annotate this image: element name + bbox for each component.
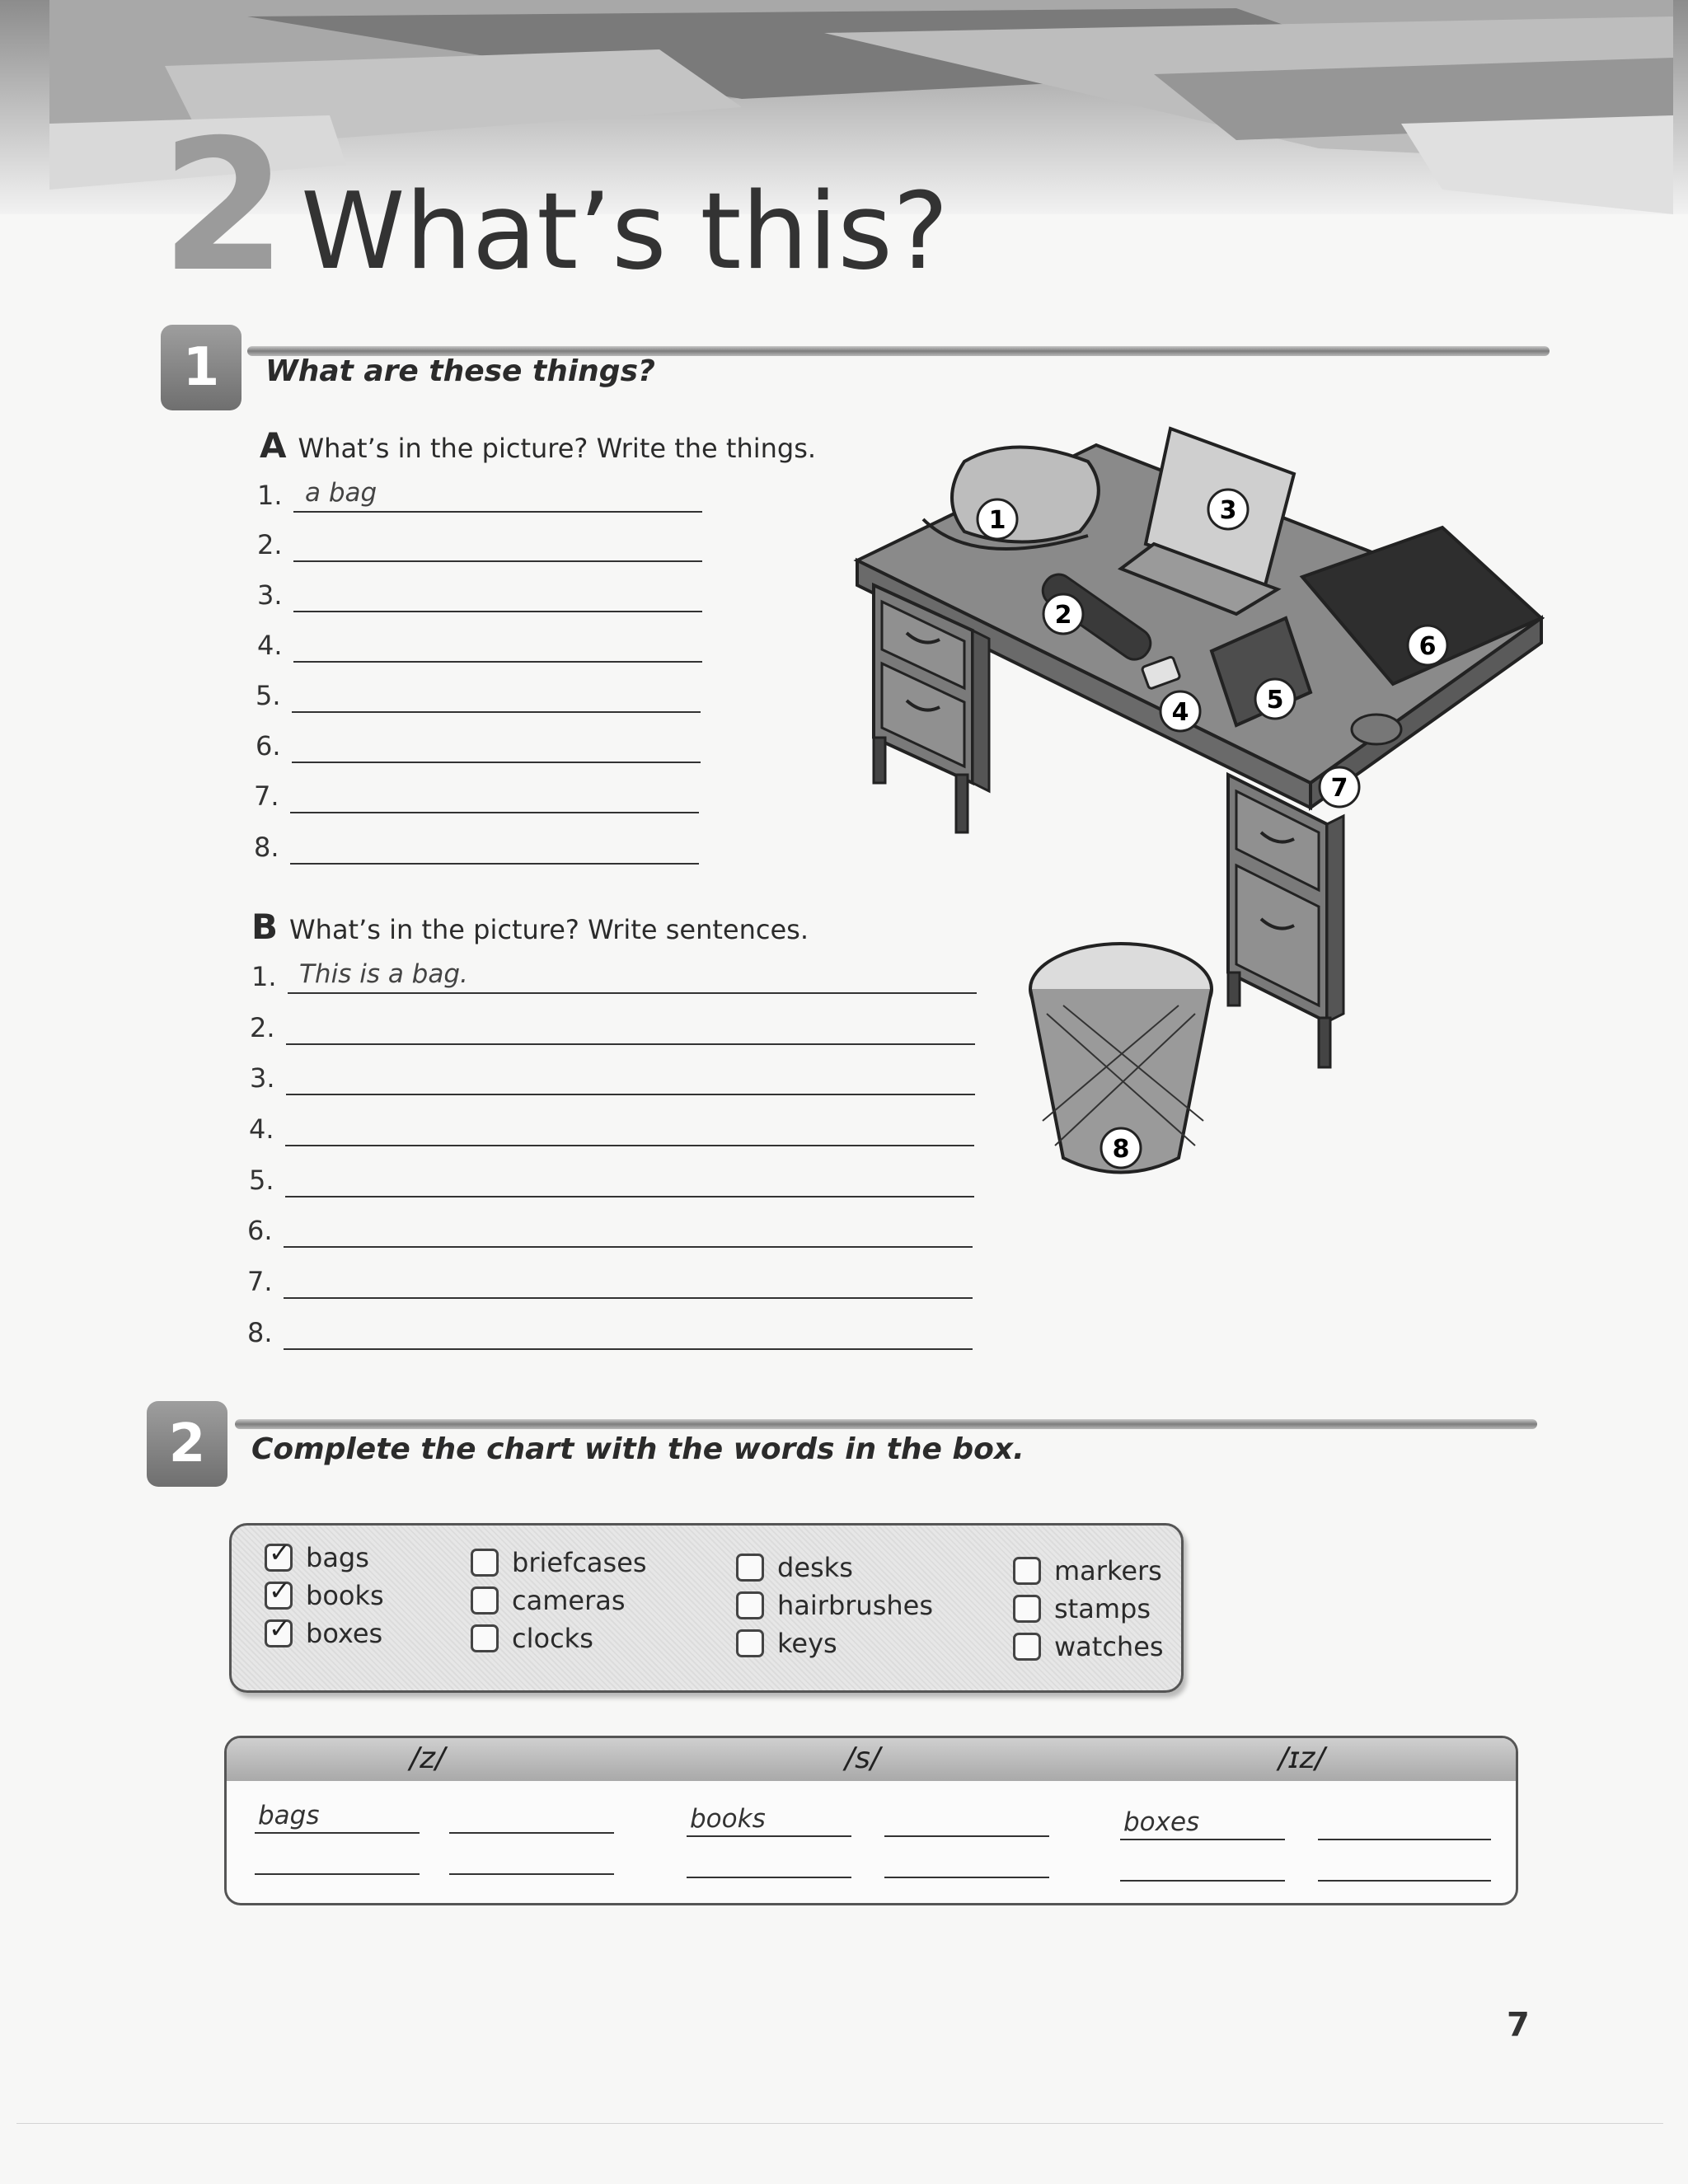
section-1-badge: 1 <box>161 325 241 410</box>
part-b-letter: B <box>251 907 279 947</box>
cell-line <box>449 1832 614 1834</box>
svg-text:3: 3 <box>1219 496 1237 525</box>
checkbox[interactable] <box>471 1549 499 1577</box>
desk-leg <box>874 738 885 783</box>
page-bottom-rule <box>16 2123 1663 2124</box>
chart-cell-iz-1[interactable] <box>1120 1807 1285 1840</box>
cell-answer: boxes <box>1123 1807 1200 1837</box>
header-s: /s/ <box>845 1741 881 1775</box>
part-a-instruction <box>260 425 816 466</box>
picture-label-7 <box>1320 767 1359 807</box>
cell-line <box>1120 1880 1285 1882</box>
cell-line <box>1318 1880 1491 1882</box>
chart-cell-z-2[interactable] <box>449 1801 614 1834</box>
header-iz: /ɪz/ <box>1278 1741 1325 1775</box>
answer-line <box>293 661 702 663</box>
chart-cell-iz-4[interactable] <box>1318 1849 1491 1882</box>
cell-answer: books <box>690 1804 766 1834</box>
checkbox[interactable] <box>265 1537 293 1572</box>
checkbox[interactable] <box>265 1613 293 1647</box>
chart-header <box>227 1738 1516 1781</box>
answer-line <box>290 863 699 865</box>
part-a-line-7[interactable] <box>254 776 699 818</box>
line-number: 8. <box>254 832 279 863</box>
check-icon: ✓ <box>269 1537 291 1568</box>
desk-leg <box>1319 1018 1330 1067</box>
chart-cell-iz-3[interactable] <box>1120 1849 1285 1882</box>
sound-chart <box>224 1736 1518 1905</box>
cell-line <box>255 1832 420 1834</box>
pedestal-side <box>1327 816 1343 1022</box>
section-2-badge: 2 <box>147 1401 227 1487</box>
answer-line <box>292 762 701 763</box>
picture-label-1 <box>978 499 1017 539</box>
part-a-line-8[interactable] <box>254 827 699 869</box>
word-box <box>229 1523 1184 1693</box>
word-label: desks <box>777 1552 853 1583</box>
cell-answer: bags <box>258 1801 320 1830</box>
desk-leg <box>956 775 968 832</box>
chart-cell-s-2[interactable] <box>884 1804 1049 1837</box>
part-a-line-6[interactable] <box>256 725 701 768</box>
part-a-line-3[interactable] <box>257 574 702 617</box>
part-b-line-7[interactable] <box>247 1261 973 1304</box>
line-number: 4. <box>249 1113 274 1145</box>
picture-label-3 <box>1208 490 1248 529</box>
word-label: keys <box>777 1628 837 1659</box>
checkbox[interactable] <box>736 1591 764 1619</box>
check-icon: ✓ <box>269 1575 291 1606</box>
line-number: 1. <box>251 961 277 992</box>
checkbox[interactable] <box>736 1554 764 1582</box>
word-label: cameras <box>512 1585 626 1616</box>
answer-line <box>284 1348 973 1350</box>
line-number: 6. <box>247 1215 273 1246</box>
section-1-title: What are these things? <box>265 354 655 388</box>
svg-text:7: 7 <box>1330 774 1348 803</box>
svg-text:5: 5 <box>1266 686 1284 715</box>
checkbox[interactable] <box>265 1575 293 1610</box>
part-b-text: What’s in the picture? Write sentences. <box>289 914 809 945</box>
line-number: 2. <box>250 1012 275 1043</box>
line-number: 3. <box>250 1062 275 1094</box>
cell-line <box>884 1877 1049 1878</box>
part-a-line-1[interactable] <box>257 475 702 518</box>
answer-line <box>293 611 702 612</box>
cell-line <box>884 1835 1049 1837</box>
header-z: /z/ <box>410 1741 446 1775</box>
svg-text:8: 8 <box>1112 1135 1130 1164</box>
part-a-line-2[interactable] <box>257 524 702 567</box>
word-label: books <box>306 1580 384 1611</box>
line-number: 4. <box>257 630 283 661</box>
word-label: clocks <box>512 1623 593 1654</box>
answer-line <box>292 711 701 713</box>
word-label: stamps <box>1054 1593 1151 1624</box>
word-label: hairbrushes <box>777 1590 933 1621</box>
desk-leg <box>1228 972 1240 1005</box>
chart-cell-z-3[interactable] <box>255 1842 420 1875</box>
word-label: briefcases <box>512 1547 647 1578</box>
checkbox[interactable] <box>1013 1557 1041 1585</box>
desk-illustration <box>849 412 1558 1220</box>
unit-number: 2 <box>161 101 288 312</box>
line-number: 8. <box>247 1317 273 1348</box>
section-2-title: Complete the chart with the words in the box. <box>251 1432 1025 1466</box>
word-label: boxes <box>306 1618 383 1649</box>
hairbrush <box>1352 715 1401 744</box>
chart-cell-s-1[interactable] <box>687 1804 851 1837</box>
line-number: 6. <box>256 730 281 762</box>
picture-label-5 <box>1255 679 1295 719</box>
page-title: What’s this? <box>301 171 949 293</box>
cell-line <box>1120 1839 1285 1840</box>
cell-line <box>449 1873 614 1875</box>
checkbox[interactable] <box>471 1586 499 1615</box>
chart-cell-z-1[interactable] <box>255 1801 420 1834</box>
checkbox[interactable] <box>1013 1595 1041 1623</box>
answer-text: This is a bag. <box>299 959 468 989</box>
word-label: bags <box>306 1542 369 1573</box>
picture-label-4 <box>1160 691 1200 731</box>
checkbox[interactable] <box>736 1629 764 1657</box>
word-label: markers <box>1054 1555 1162 1586</box>
svg-text:4: 4 <box>1171 698 1189 727</box>
section-2-rule <box>235 1419 1537 1429</box>
checkbox[interactable] <box>471 1624 499 1652</box>
picture-label-2 <box>1043 594 1083 634</box>
line-number: 5. <box>256 680 281 711</box>
check-icon: ✓ <box>269 1613 291 1644</box>
pedestal-side <box>973 630 989 791</box>
svg-text:2: 2 <box>1054 601 1072 630</box>
bag <box>952 448 1099 542</box>
line-number: 7. <box>254 780 279 812</box>
chart-cell-s-4[interactable] <box>884 1845 1049 1878</box>
chart-cell-s-3[interactable] <box>687 1845 851 1878</box>
picture-label-8 <box>1101 1128 1141 1168</box>
line-number: 5. <box>249 1165 274 1196</box>
chart-cell-iz-2[interactable] <box>1318 1807 1491 1840</box>
chart-cell-z-4[interactable] <box>449 1842 614 1875</box>
line-number: 7. <box>247 1266 273 1297</box>
answer-line <box>293 511 702 513</box>
cell-line <box>687 1835 851 1837</box>
word-label: watches <box>1054 1631 1164 1662</box>
answer-line <box>290 812 699 813</box>
answer-line <box>293 560 702 562</box>
line-number: 3. <box>257 579 283 611</box>
part-b-instruction <box>251 907 809 947</box>
part-a-text: What’s in the picture? Write the things. <box>298 433 817 464</box>
cell-line <box>687 1877 851 1878</box>
line-number: 2. <box>257 529 283 560</box>
line-number: 1. <box>257 480 283 511</box>
svg-text:1: 1 <box>988 506 1006 535</box>
answer-line <box>284 1246 973 1248</box>
part-a-letter: A <box>260 425 287 466</box>
cell-line <box>255 1873 420 1875</box>
cell-line <box>1318 1839 1491 1840</box>
checkbox[interactable] <box>1013 1633 1041 1661</box>
svg-text:6: 6 <box>1418 632 1437 661</box>
page-number: 7 <box>1507 2006 1530 2044</box>
answer-line <box>284 1297 973 1299</box>
part-a-line-4[interactable] <box>257 625 702 668</box>
picture-label-6 <box>1408 626 1447 665</box>
part-a-line-5[interactable] <box>256 675 701 718</box>
part-b-line-8[interactable] <box>247 1312 973 1355</box>
answer-text: a bag <box>305 478 377 508</box>
